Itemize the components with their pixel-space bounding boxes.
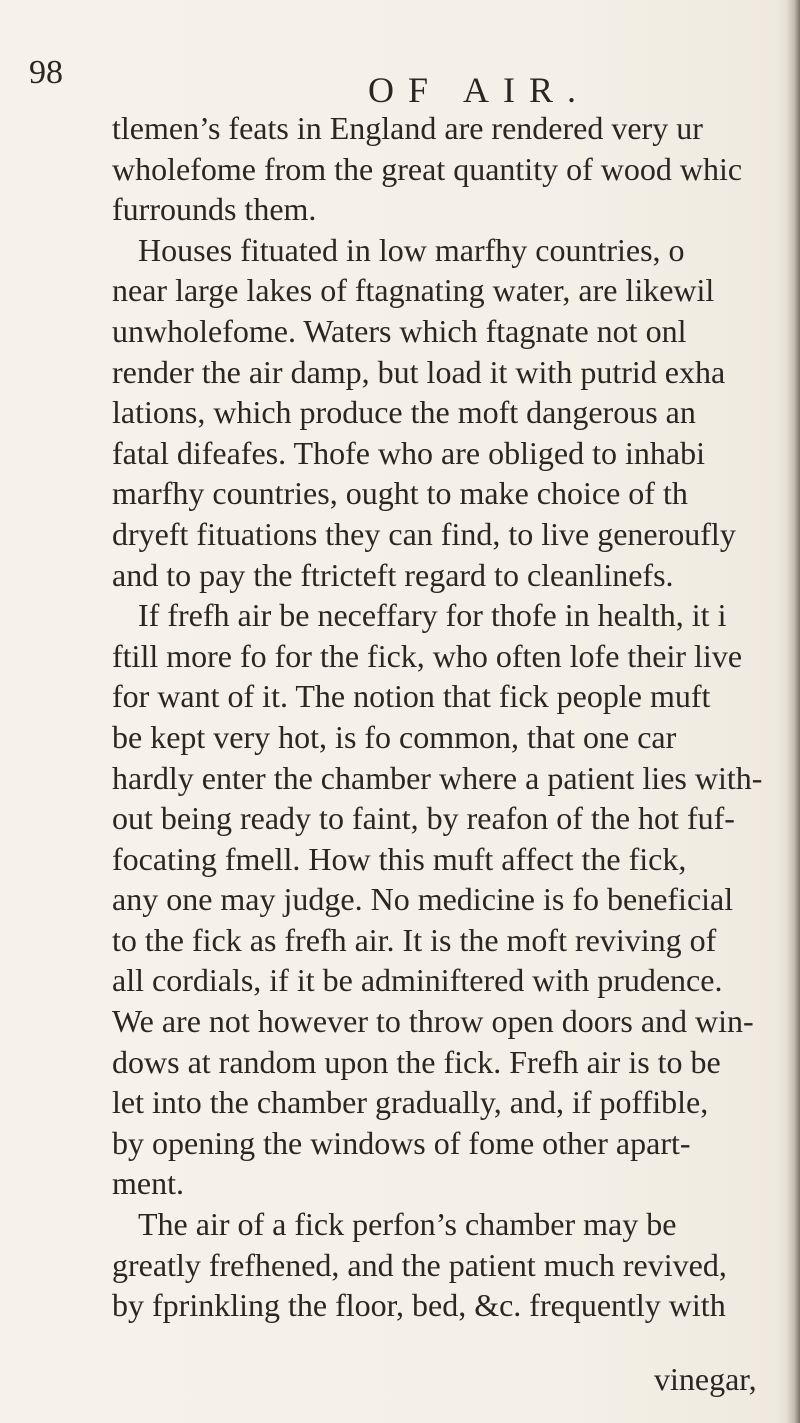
text-line: all cordials, if it be adminiftered with prudence. xyxy=(112,962,723,999)
text-line: for want of it. The notion that fick people muft xyxy=(112,678,711,715)
running-head: OF AIR. xyxy=(368,70,591,110)
page-edge-shadow xyxy=(786,0,800,1423)
body-text xyxy=(112,108,786,1326)
paragraph-start-line: If frefh air be neceffary for thofe in health, it i xyxy=(138,597,727,634)
text-line: and to pay the ftricteft regard to cleanlinefs. xyxy=(112,556,674,593)
text-line: greatly frefhened, and the patient much revived, xyxy=(112,1246,727,1283)
text-line: wholefome from the great quantity of wood whic xyxy=(112,150,743,187)
text-line: out being ready to faint, by reafon of the hot fuf- xyxy=(112,800,735,837)
text-line: furrounds them. xyxy=(112,191,317,228)
text-line: to the fick as frefh air. It is the moft reviving of xyxy=(112,921,717,958)
text-line: ment. xyxy=(112,1165,184,1202)
text-line: any one may judge. No medicine is fo beneficial xyxy=(112,881,734,918)
text-line: hardly enter the chamber where a patient lies with- xyxy=(112,759,763,796)
paragraph-start-line: The air of a fick perfon’s chamber may be xyxy=(138,1206,677,1243)
text-line: be kept very hot, is fo common, that one car xyxy=(112,718,677,755)
text-line: focating fmell. How this muft affect the fick, xyxy=(112,840,687,877)
text-line: by opening the windows of fome other apart- xyxy=(112,1124,691,1161)
text-line: marfhy countries, ought to make choice of th xyxy=(112,475,688,512)
text-line: We are not however to throw open doors and win- xyxy=(112,1003,754,1040)
text-line: render the air damp, but load it with putrid exha xyxy=(112,353,726,390)
text-line: let into the chamber gradually, and, if poffible, xyxy=(112,1084,709,1121)
text-line: ftill more fo for the fick, who often lofe their live xyxy=(112,637,743,674)
text-line: unwholefome. Waters which ftagnate not onl xyxy=(112,312,687,349)
text-line: dryeft fituations they can find, to live generoufly xyxy=(112,515,736,552)
paragraph-start-line: Houses fituated in low marfhy countries, o xyxy=(138,231,685,268)
catchword: vinegar, xyxy=(654,1361,757,1397)
text-line: near large lakes of ftagnating water, are likewil xyxy=(112,272,715,309)
text-line: dows at random upon the fick. Frefh air is to be xyxy=(112,1043,721,1080)
text-line: by fprinkling the floor, bed, &c. frequently with xyxy=(112,1287,726,1324)
text-line: tlemen’s feats in England are rendered very ur xyxy=(112,110,703,146)
text-line: fatal difeafes. Thofe who are obliged to inhabi xyxy=(112,434,705,471)
text-line: lations, which produce the moft dangerous an xyxy=(112,394,696,431)
page-number: 98 xyxy=(29,54,63,91)
